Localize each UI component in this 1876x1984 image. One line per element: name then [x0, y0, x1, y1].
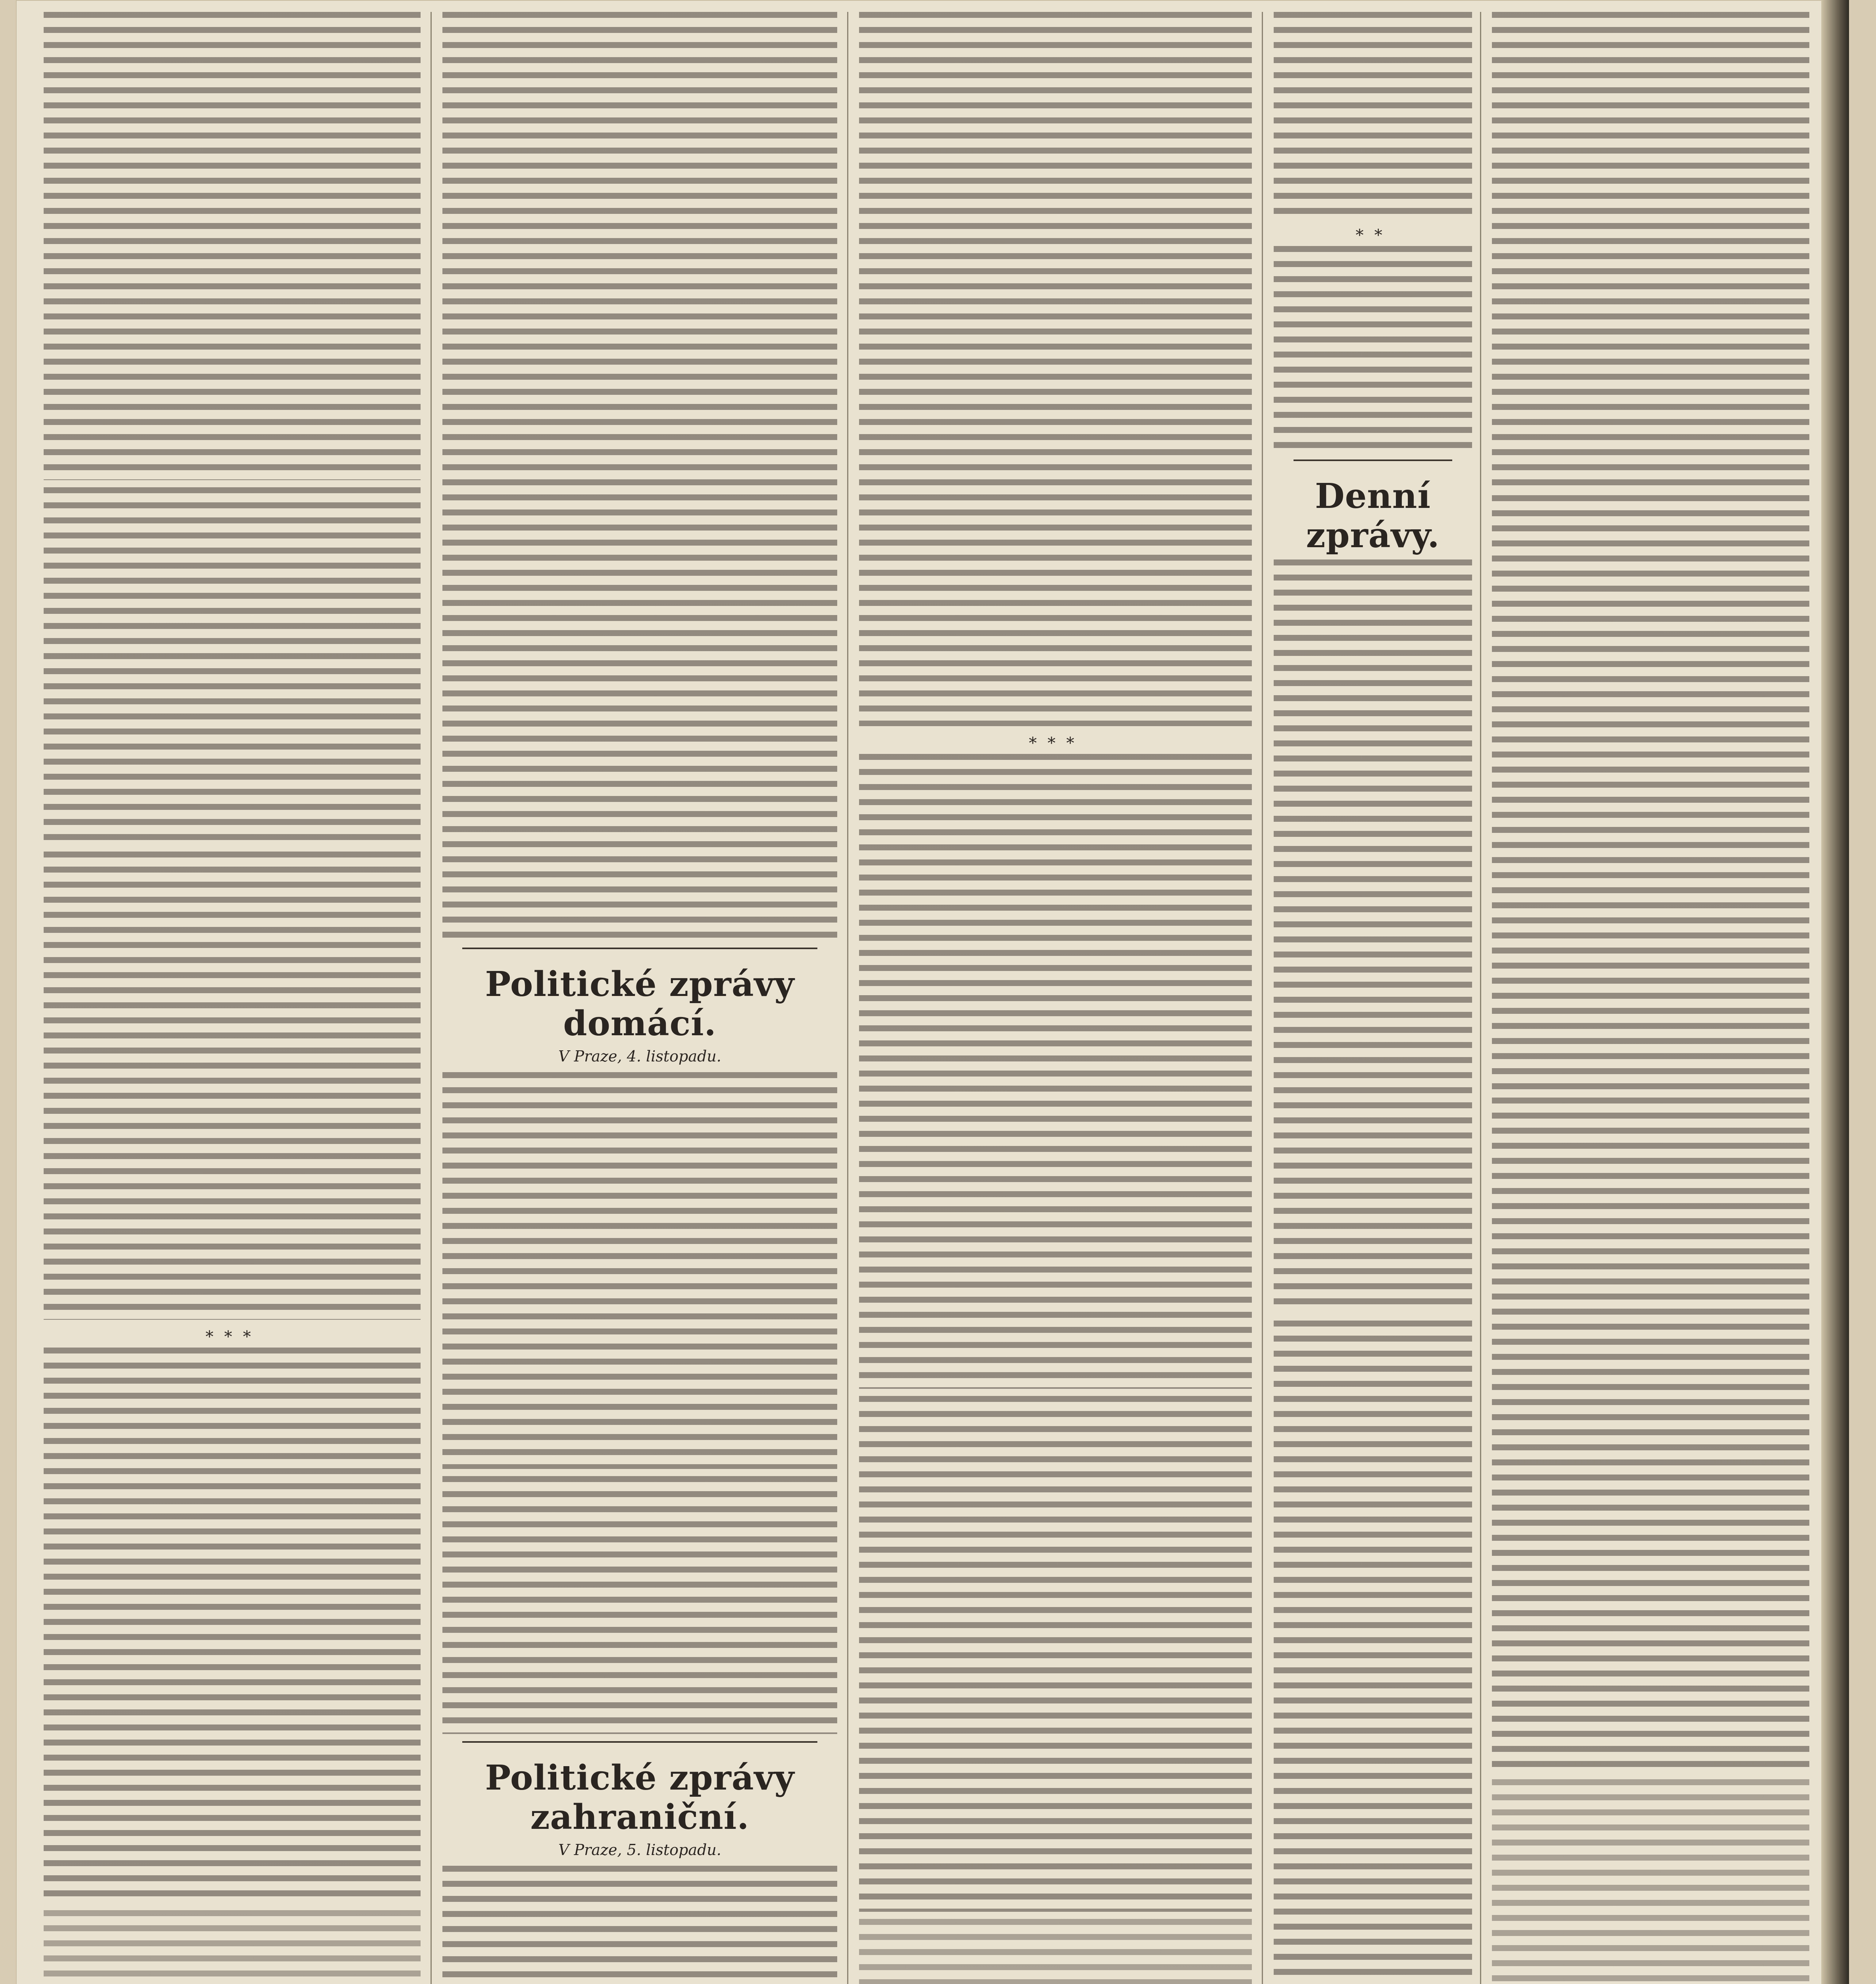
- daily-news-heading: Denní zprávy.: [1306, 476, 1440, 556]
- section-separator: ∗∗: [1354, 223, 1392, 241]
- article-text: [859, 1396, 1252, 1912]
- binding-shadow: [1821, 0, 1849, 1984]
- section-divider: [462, 948, 817, 949]
- article-text: [1274, 12, 1472, 218]
- article-text: [442, 12, 837, 940]
- column-5: [1488, 12, 1813, 1984]
- section-separator: ∗∗∗: [1027, 731, 1084, 749]
- article-text: [1492, 1779, 1809, 1984]
- article-text: [1274, 246, 1472, 452]
- article-text: [859, 754, 1252, 1389]
- article-text: [44, 487, 421, 844]
- column-2: [438, 12, 841, 1984]
- column-rule: [847, 12, 848, 1984]
- article-text: [1492, 495, 1809, 1090]
- article-text: [44, 1348, 421, 1903]
- article-text: [442, 1476, 837, 1734]
- column-1: [40, 12, 425, 1984]
- article-text: [1274, 559, 1472, 1313]
- column-rule: [431, 12, 432, 1984]
- foreign-dateline: V Praze, 5. listopadu.: [558, 1841, 721, 1859]
- article-text: [859, 1919, 1252, 1984]
- column-3: [855, 12, 1256, 1984]
- foreign-politics-heading: Politické zprávy zahraniční.: [485, 1757, 795, 1837]
- section-separator: ∗∗∗: [204, 1325, 260, 1343]
- section-divider: [1294, 459, 1452, 461]
- column-4: [1270, 12, 1476, 1984]
- article-text: [44, 1910, 421, 1984]
- article-text: [44, 852, 421, 1320]
- article-text: [1492, 1098, 1809, 1772]
- article-text: [859, 12, 1252, 726]
- article-text: [442, 1072, 837, 1469]
- column-rule: [1480, 12, 1481, 1984]
- section-divider: [462, 1741, 817, 1743]
- domestic-politics-heading: Politické zprávy domácí.: [485, 964, 795, 1044]
- article-text: [1492, 12, 1809, 488]
- newspaper-page: [16, 0, 1849, 1984]
- column-rule: [1262, 12, 1263, 1984]
- domestic-dateline: V Praze, 4. listopadu.: [558, 1047, 721, 1065]
- article-text: [44, 12, 421, 480]
- article-text: [442, 1866, 837, 1984]
- article-text: [1274, 1321, 1472, 1984]
